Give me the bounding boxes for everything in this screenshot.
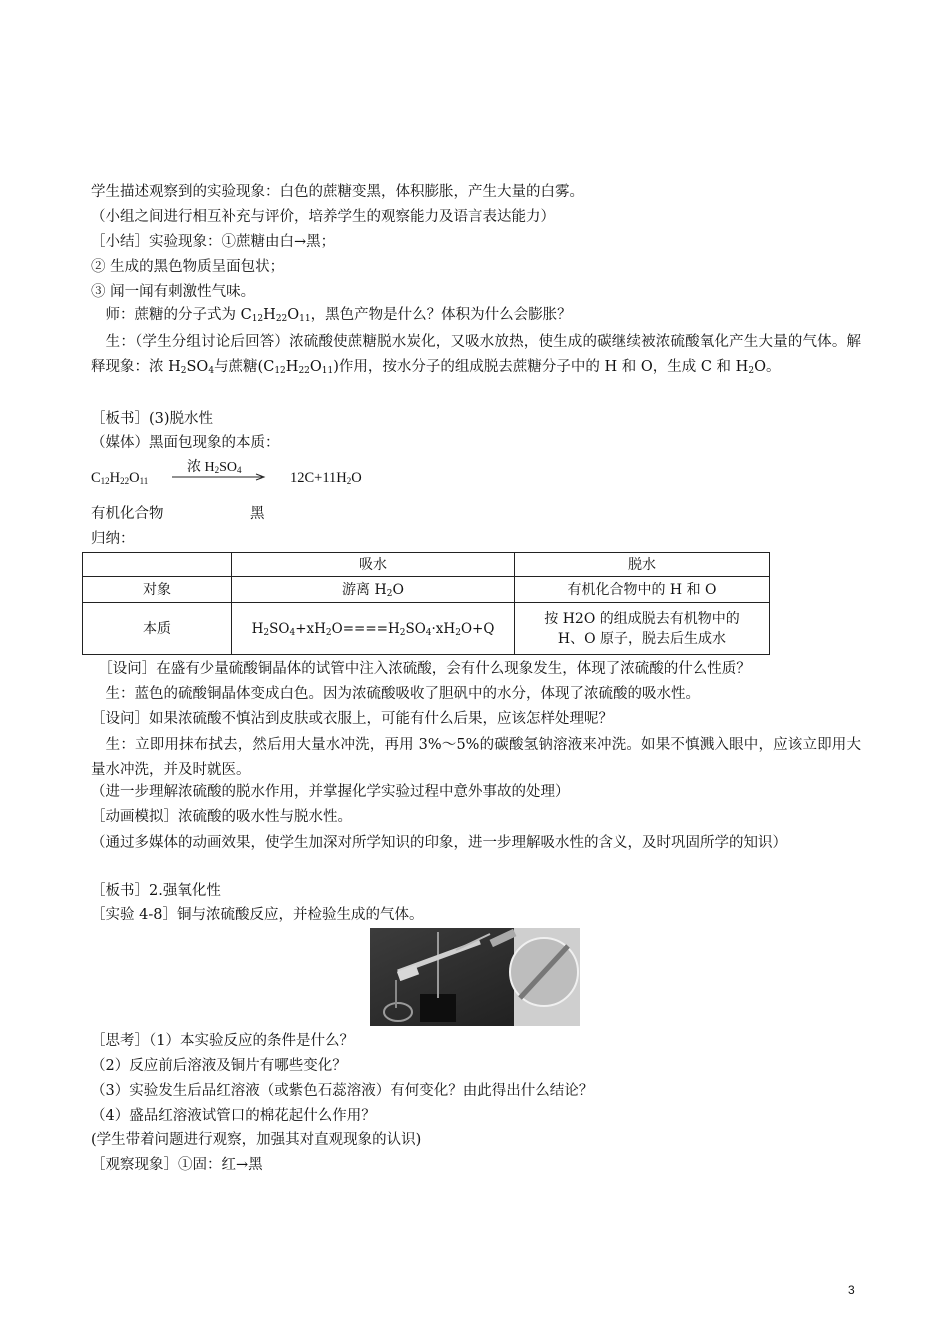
label-organic: 有机化合物 <box>91 506 164 522</box>
text-line: 学生描述观察到的实验现象：白色的蔗糖变黑，体积膨胀，产生大量的白雾。 <box>91 184 584 200</box>
experiment-apparatus-icon <box>370 928 580 1026</box>
media-note: （媒体）黑面包现象的本质： <box>91 435 280 451</box>
table-row <box>83 603 770 655</box>
think-line: (学生带着问题进行观察，加强其对直观现象的认识) <box>91 1132 422 1148</box>
think-line: （3）实验发生后品红溶液（或紫色石蕊溶液）有何变化？由此得出什么结论？ <box>91 1083 594 1099</box>
text-line: ② 生成的黑色物质呈面包状； <box>91 259 285 275</box>
table-cell: 对象 <box>83 577 232 603</box>
table-row <box>83 577 770 603</box>
reaction-arrow-icon <box>172 472 268 482</box>
label-black: 黑 <box>250 506 265 522</box>
table-cell: 有机化合物中的 H 和 O <box>515 577 770 603</box>
teacher-question: 师：蔗糖的分子式为 $C_{12}H_{22}O_{11}$，黑色产物是什么？体积为什么会膨胀？ <box>91 307 572 324</box>
question-line: ［设问］在盛有少量硫酸铜晶体的试管中注入浓硫酸，会有什么现象发生，体现了浓硫酸的什么性质？ <box>91 661 751 677</box>
equation-product: $12C+11H_2O$ <box>290 470 362 486</box>
equation-reactant: $C_{12}H_{22}O_{11}$ <box>91 470 149 486</box>
table-cell: $H_2SO_4+xH_2O====H_2SO_4\cdot xH_2O+Q$ <box>232 603 515 655</box>
table-header-cell: 吸水 <box>232 553 515 577</box>
student-answer: 生：（学生分组讨论后回答）浓硫酸使蔗糖脱水炭化，又吸水放热，使生成的碳继续被浓硫酸氧化产生大量的气体。解释现象：浓 $H_2SO_4$与蔗糖$(C_{12}H_{22}O_{11})$作用，按水分子的组成脱去蔗糖分子中的 H 和 O，生成 C 和 $H_2O$。 <box>91 334 861 376</box>
comparison-table <box>82 552 770 655</box>
table-cell: 游离 $H_2O$ <box>232 577 515 603</box>
table-header-row <box>83 553 770 577</box>
text-line: （小组之间进行相互补充与评价，培养学生的观察能力及语言表达能力） <box>91 209 555 225</box>
text-line: ③ 闻一闻有刺激性气味。 <box>91 284 256 300</box>
table-header-cell: 脱水 <box>515 553 770 577</box>
note-paragraph: （通过多媒体的动画效果，使学生加深对所学知识的印象，进一步理解吸水性的含义，及时巩固所学的知识） <box>91 835 787 851</box>
table-cell: 本质 <box>83 603 232 655</box>
think-line: ［思考］（1）本实验反应的条件是什么？ <box>91 1033 354 1049</box>
answer-line: 生：蓝色的硫酸铜晶体变成白色。因为浓硫酸吸收了胆矾中的水分，体现了浓硫酸的吸水性。 <box>91 686 700 702</box>
think-line: （2）反应前后溶液及铜片有哪些变化？ <box>91 1058 347 1074</box>
experiment-photo <box>370 928 580 1026</box>
animation-line: ［动画模拟］浓硫酸的吸水性与脱水性。 <box>91 809 352 825</box>
question-line: ［设问］如果浓硫酸不慎沾到皮肤或衣服上，可能有什么后果，应该怎样处理呢？ <box>91 711 613 727</box>
page-number: 3 <box>848 1283 855 1297</box>
equation-condition: 浓 $H_2SO_4$ <box>187 460 242 475</box>
think-line: （4）盛品红溶液试管口的棉花起什么作用？ <box>91 1108 376 1124</box>
note-line: （进一步理解浓硫酸的脱水作用，并掌握化学实验过程中意外事故的处理） <box>91 784 570 800</box>
observe-line: ［观察现象］①固：红→黑 <box>91 1157 263 1173</box>
table-header-cell <box>83 553 232 577</box>
board-heading: ［板书］(3)脱水性 <box>91 411 214 427</box>
answer-paragraph: 生：立即用抹布拭去，然后用大量水冲洗，再用 3%～5%的碳酸氢钠溶液来冲洗。如果不慎溅入眼中，应该立即用大量水冲洗，并及时就医。 <box>91 737 861 778</box>
text-line: ［小结］实验现象：①蔗糖由白→黑； <box>91 234 336 250</box>
experiment-line: ［实验 4-8］铜与浓硫酸反应，并检验生成的气体。 <box>91 907 424 923</box>
table-cell: 按 H2O 的组成脱去有机物中的 H、O 原子，脱去后生成水 <box>515 603 770 655</box>
summary-label: 归纳： <box>91 531 135 547</box>
board-heading: ［板书］2.强氧化性 <box>91 883 221 899</box>
